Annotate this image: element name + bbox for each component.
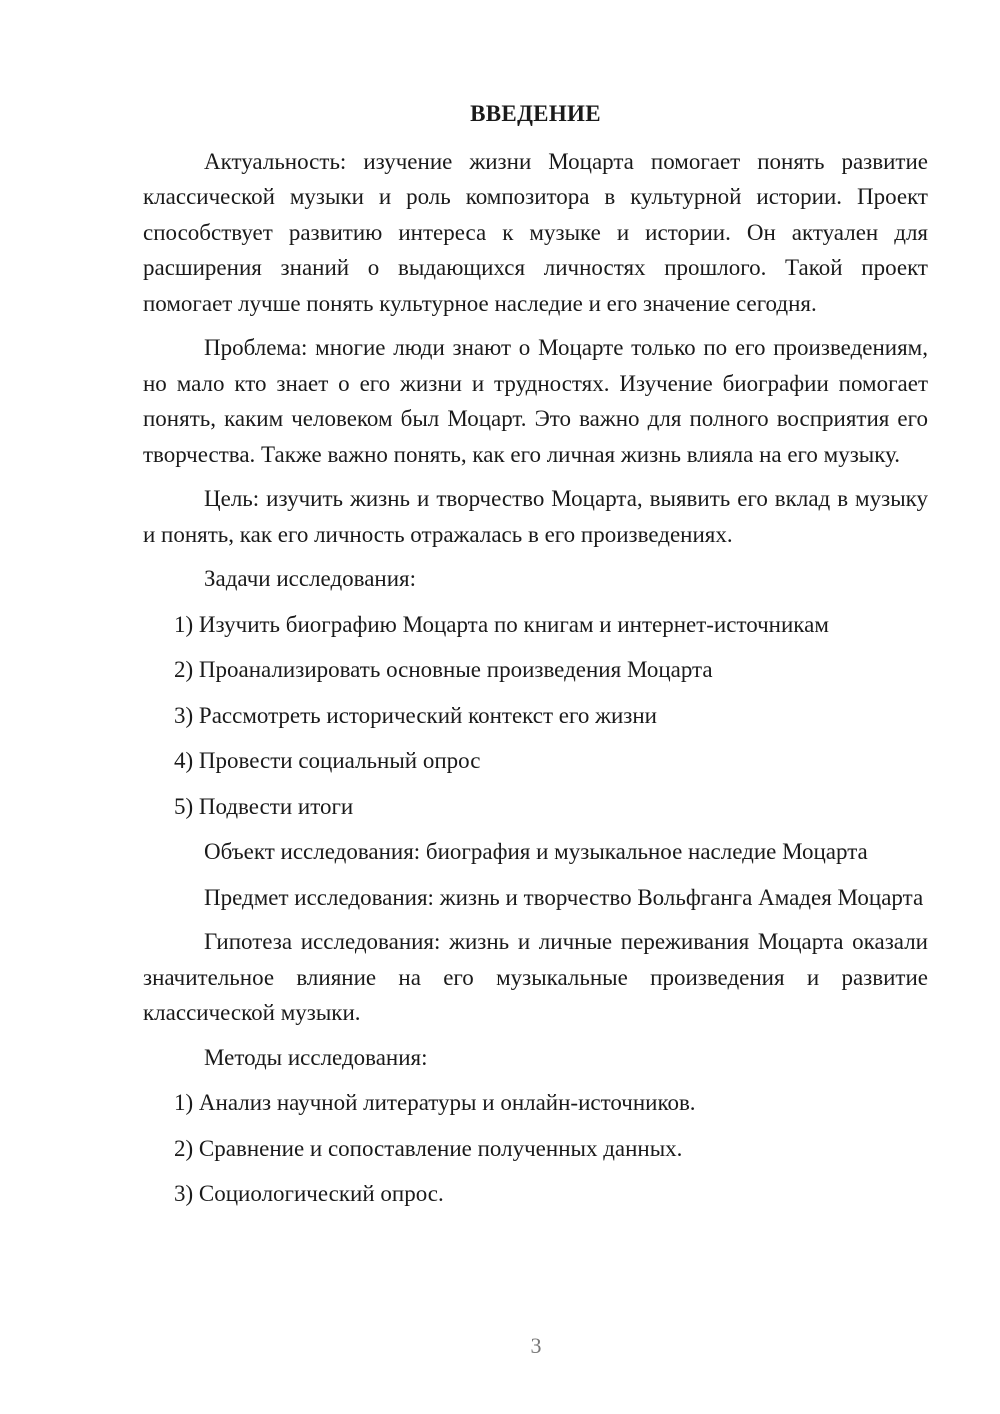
object-line: Объект исследования: биография и музыкальное наследие Моцарта bbox=[204, 839, 868, 864]
task-item: 1) Изучить биографию Моцарта по книгам и интернет-источникам bbox=[174, 611, 829, 637]
page-number: 3 bbox=[530, 1333, 542, 1358]
problem-paragraph: Проблема: многие люди знают о Моцарте только по его произведениям, но мало кто знает о его жизни и трудностях. Изучение биографии помогает понять, каким человеком был Моцарт. Это важно для полного восприятия его творчества. Также важно понять, как его личная жизнь влияла на его музыку. bbox=[143, 335, 928, 467]
section-heading: ВВЕДЕНИЕ bbox=[470, 101, 601, 126]
methods-title: Методы исследования: bbox=[204, 1044, 428, 1070]
task-item: 3) Рассмотреть исторический контекст его жизни bbox=[174, 702, 657, 728]
page-content bbox=[143, 96, 928, 1222]
tasks-title: Задачи исследования: bbox=[204, 566, 417, 591]
task-item: 5) Подвести итоги bbox=[174, 793, 354, 819]
hypothesis-paragraph: Гипотеза исследования: жизнь и личные переживания Моцарта оказали значительное влияние на его музыкальные произведения и развитие классической музыки. bbox=[143, 929, 928, 1025]
method-item: 2) Сравнение и сопоставление полученных данных. bbox=[174, 1135, 683, 1161]
goal-paragraph: Цель: изучить жизнь и творчество Моцарта, выявить его вклад в музыку и понять, как его личность отражалась в его произведениях. bbox=[143, 486, 928, 547]
subject-paragraph: Предмет исследования: жизнь и творчество Вольфганга Амадея Моцарта bbox=[204, 884, 924, 910]
relevance-paragraph: Актуальность: изучение жизни Моцарта помогает понять развитие классической музыки и роль композитора в культурной истории. Проект способствует развитию интереса к музыке и истории. Он актуален для расширения знаний о выдающихся личностях прошлого. Такой проект помогает лучше понять культурное наследие и его значение сегодня. bbox=[143, 148, 928, 316]
task-item: 4) Провести социальный опрос bbox=[174, 748, 481, 773]
method-item: 3) Социологический опрос. bbox=[174, 1181, 444, 1206]
task-item: 2) Проанализировать основные произведения Моцарта bbox=[174, 657, 713, 682]
method-item: 1) Анализ научной литературы и онлайн-источников. bbox=[174, 1090, 696, 1115]
